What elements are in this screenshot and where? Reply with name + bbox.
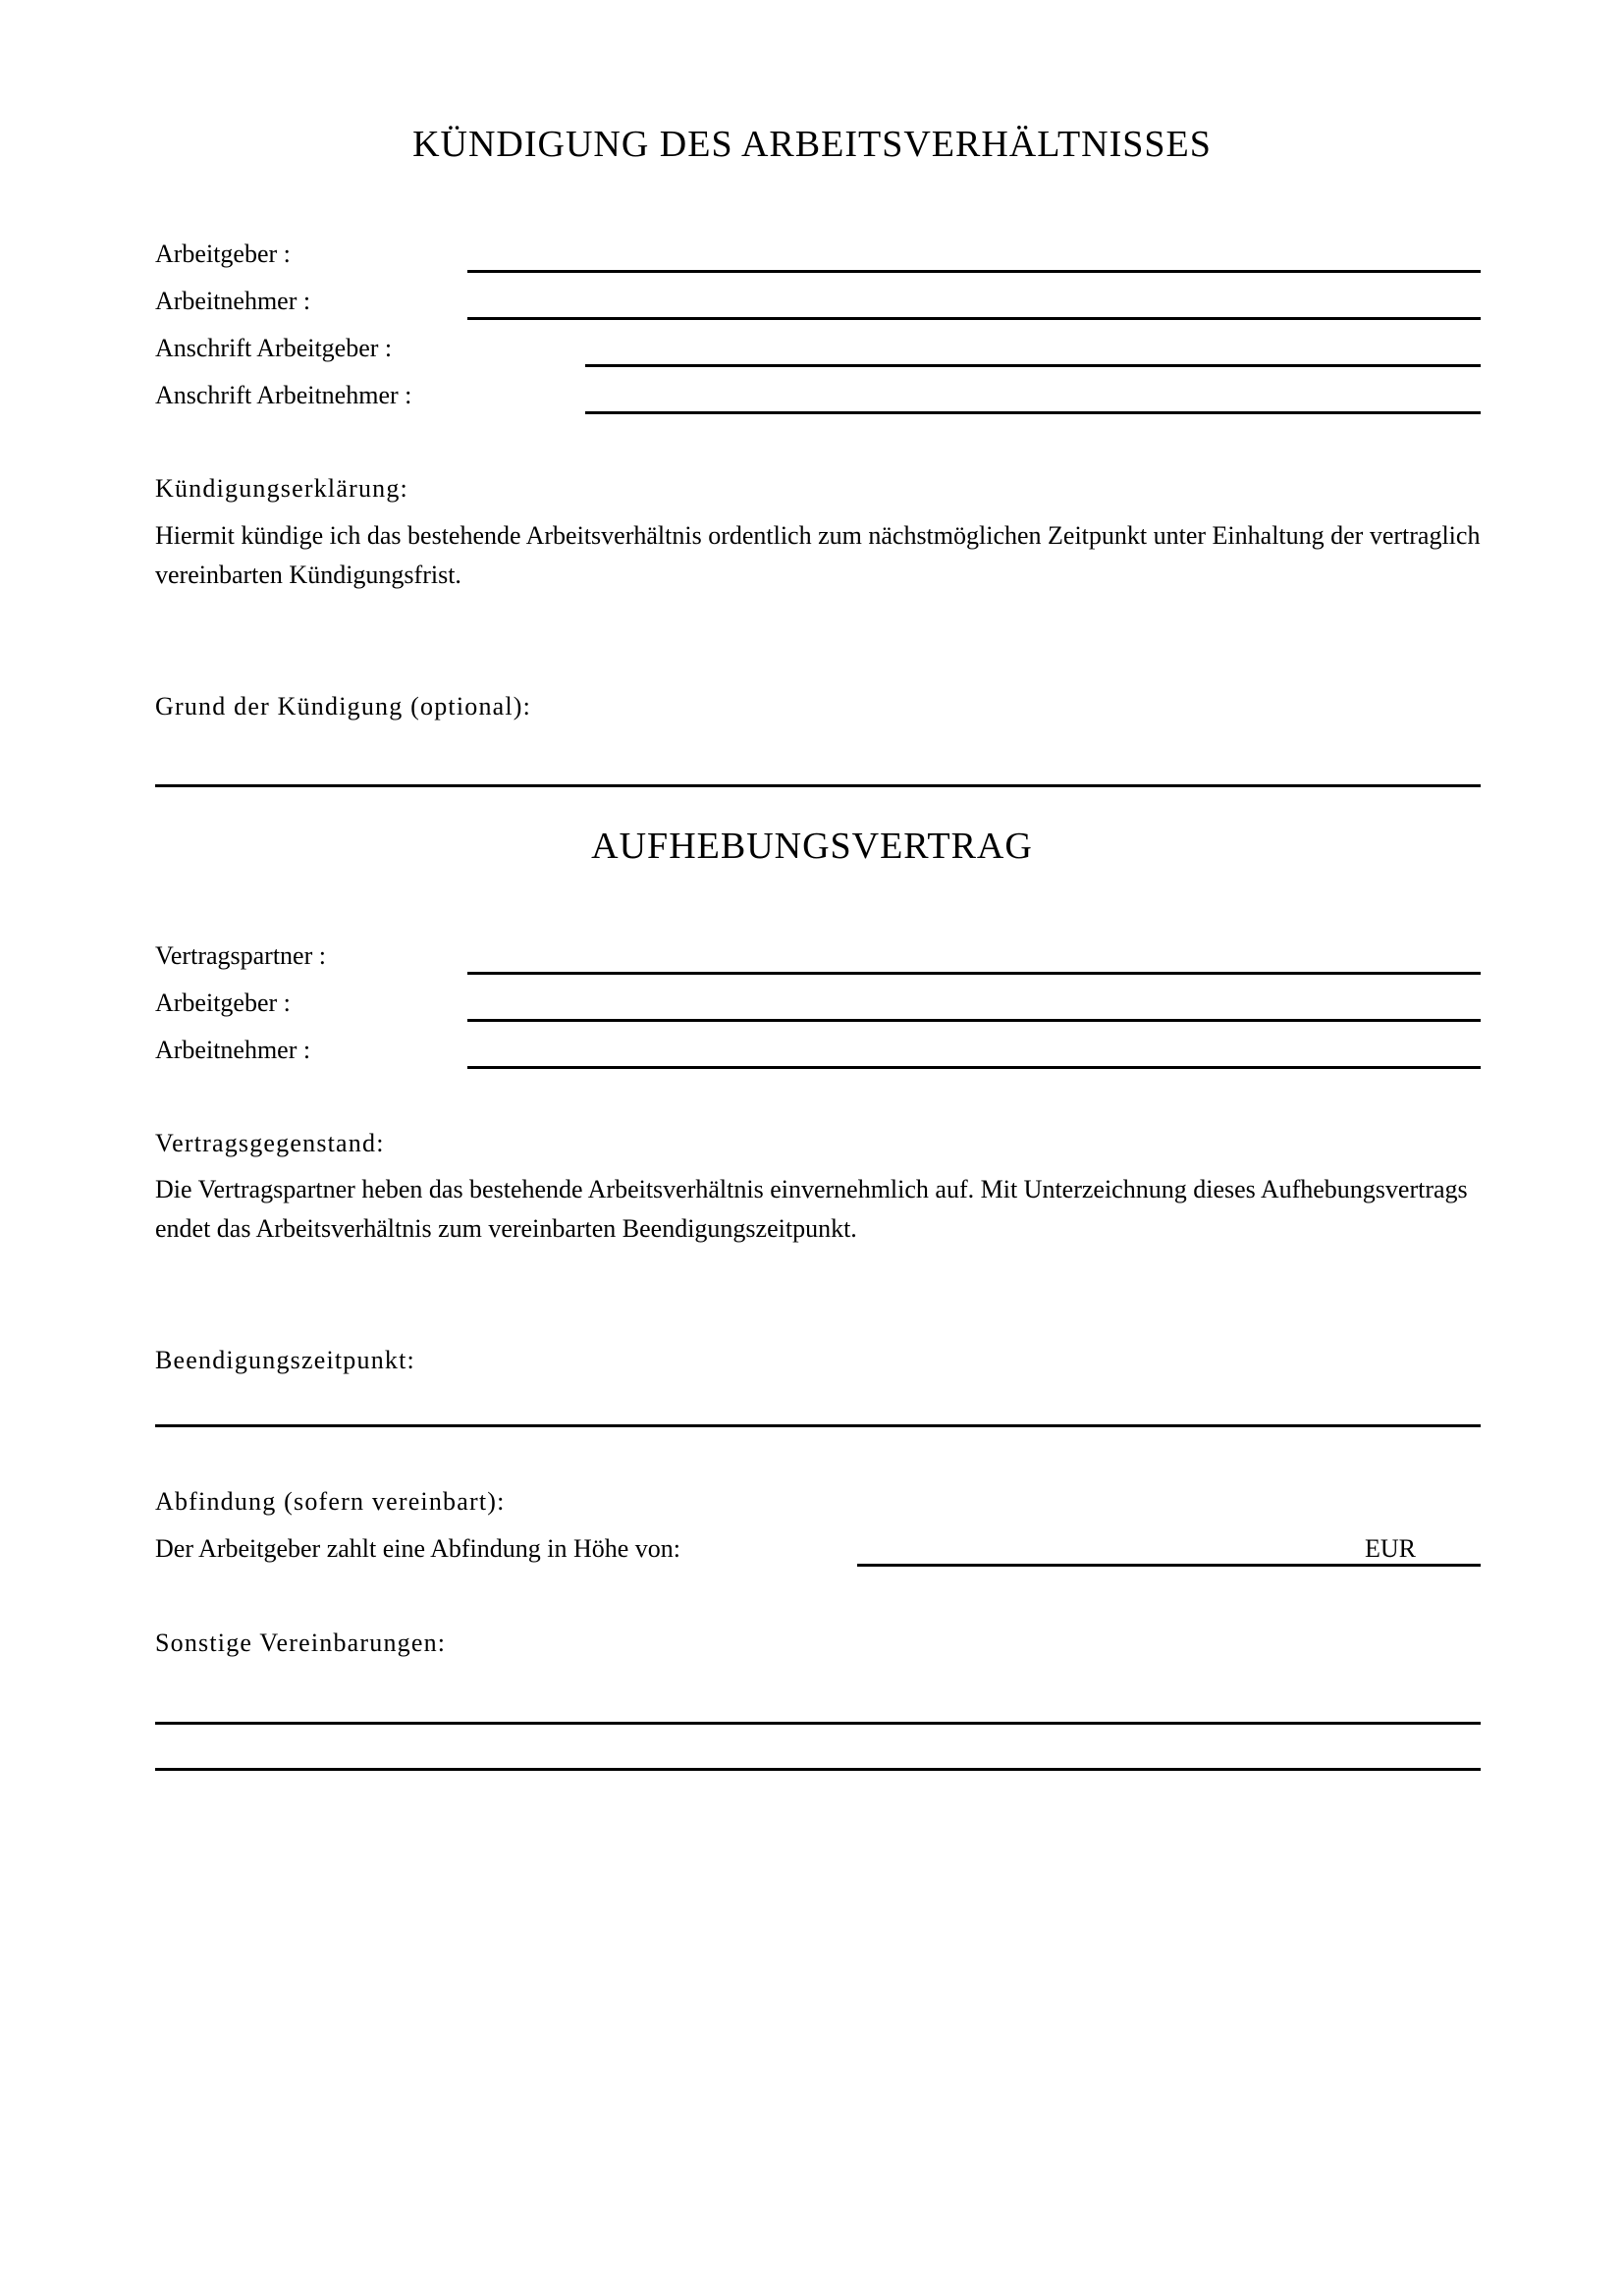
vertragsgegenstand-heading: Vertragsgegenstand:	[155, 1129, 385, 1157]
abfindung-currency: EUR	[1365, 1534, 1416, 1563]
vertragsgegenstand-text: Die Vertragspartner heben das bestehende Arbeitsverhältnis einvernehmlich auf. Mit Unterzeichnung dieses Aufhebungsvertrags endet das Arbeitsverhältnis zum vereinbarten Beendigungszeitpunkt.	[155, 1175, 1468, 1243]
sonstige-vereinbarungen-line-2[interactable]	[155, 1768, 1481, 1771]
abfindung-amount-field[interactable]	[857, 1564, 1481, 1567]
abfindung-text: Der Arbeitgeber zahlt eine Abfindung in Höhe von:	[155, 1534, 681, 1563]
beendigungszeitpunkt-heading: Beendigungszeitpunkt:	[155, 1346, 415, 1374]
arbeitnehmer-field[interactable]	[467, 317, 1481, 320]
arbeitgeber-label: Arbeitgeber :	[155, 240, 291, 268]
aufhebung-arbeitgeber-field[interactable]	[467, 1019, 1481, 1022]
kuendigungserklaerung-heading: Kündigungserklärung:	[155, 474, 408, 503]
anschrift-arbeitgeber-field[interactable]	[585, 364, 1481, 367]
anschrift-arbeitnehmer-field[interactable]	[585, 411, 1481, 414]
vertragspartner-label: Vertragspartner :	[155, 941, 326, 970]
vertragspartner-field[interactable]	[467, 972, 1481, 975]
kuendigungsgrund-field[interactable]	[155, 784, 1481, 787]
arbeitgeber-field[interactable]	[467, 270, 1481, 273]
sonstige-vereinbarungen-line-1[interactable]	[155, 1722, 1481, 1725]
sonstige-vereinbarungen-heading: Sonstige Vereinbarungen:	[155, 1629, 447, 1657]
aufhebung-arbeitnehmer-field[interactable]	[467, 1066, 1481, 1069]
aufhebung-arbeitnehmer-label: Arbeitnehmer :	[155, 1036, 311, 1064]
beendigungszeitpunkt-field[interactable]	[155, 1424, 1481, 1427]
kuendigungsgrund-heading: Grund der Kündigung (optional):	[155, 692, 532, 721]
kuendigung-title: KÜNDIGUNG DES ARBEITSVERHÄLTNISSES	[412, 124, 1212, 165]
arbeitnehmer-label: Arbeitnehmer :	[155, 287, 311, 315]
abfindung-heading: Abfindung (sofern vereinbart):	[155, 1487, 506, 1516]
anschrift-arbeitgeber-label: Anschrift Arbeitgeber :	[155, 334, 393, 362]
aufhebung-arbeitgeber-label: Arbeitgeber :	[155, 988, 291, 1017]
kuendigungserklaerung-text: Hiermit kündige ich das bestehende Arbeitsverhältnis ordentlich zum nächstmöglichen Zeitpunkt unter Einhaltung der vertraglich vereinbarten Kündigungsfrist.	[155, 521, 1481, 589]
anschrift-arbeitnehmer-label: Anschrift Arbeitnehmer :	[155, 381, 412, 409]
aufhebungsvertrag-title: AUFHEBUNGSVERTRAG	[591, 826, 1033, 867]
